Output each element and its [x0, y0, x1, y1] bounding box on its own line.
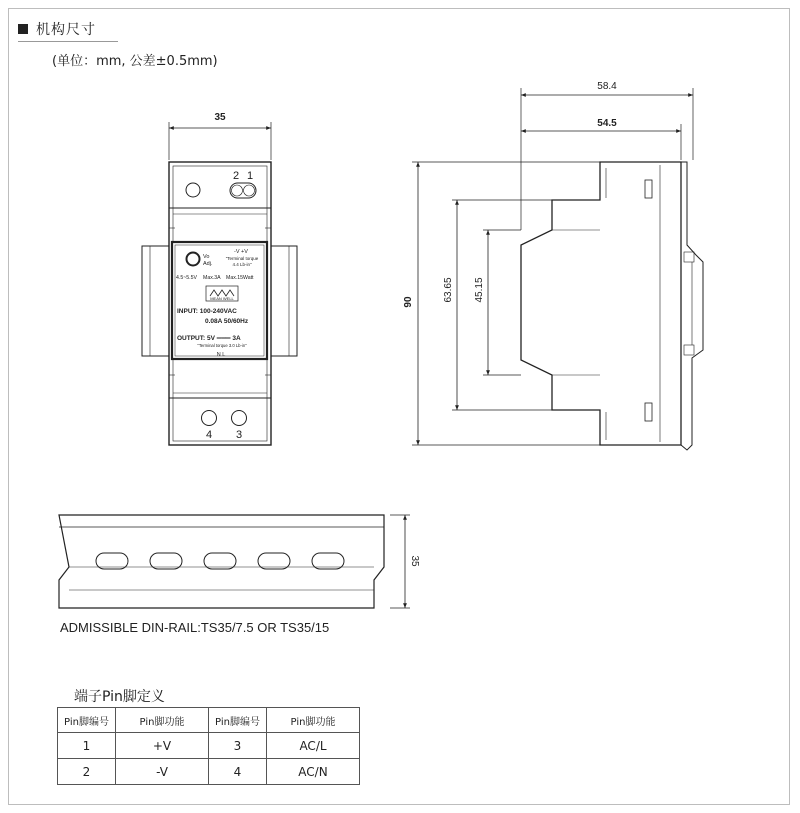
- rail-height-dimension: 35: [409, 555, 420, 567]
- front-width-dimension: 35: [214, 112, 226, 123]
- input-torque-line: "Terminal torque 3.0 Lb-in": [197, 343, 247, 348]
- pin-table-title: 端子Pin脚定义: [74, 689, 165, 705]
- terminal-label-4: 4: [205, 429, 213, 441]
- input-terminal-label: N L: [216, 352, 226, 358]
- input-rating-line: INPUT: 100-240VAC: [177, 308, 237, 315]
- header-pin-number: Pin脚编号: [58, 708, 116, 733]
- max-power: Max.15Watt: [226, 275, 254, 281]
- side-view: [412, 88, 703, 450]
- brand-logo: MEAN WELL: [210, 296, 234, 301]
- front-view: [142, 122, 297, 445]
- output-torque-line1: "Terminal torque: [225, 256, 259, 261]
- terminal-label-1: 1: [246, 170, 254, 182]
- vo-range: 4.5~5.5V: [176, 275, 197, 281]
- inner-height-dimension: 45.15: [474, 277, 485, 303]
- vo-adj-label-line1: Vo: [203, 254, 210, 260]
- output-terminal-label: -V +V: [234, 249, 248, 255]
- pin-number-cell: 4: [209, 759, 267, 785]
- pin-function-cell: +V: [116, 733, 209, 759]
- header-pin-function: Pin脚功能: [267, 708, 360, 733]
- vo-adj-label-line2: Adj.: [203, 261, 213, 267]
- section-title: 机构尺寸: [36, 22, 96, 38]
- pin-table: [57, 707, 360, 785]
- pin-function-cell: AC/L: [267, 733, 360, 759]
- units-note: (单位：mm, 公差±0.5mm): [52, 54, 218, 69]
- max-current: Max.3A: [203, 275, 221, 281]
- terminal-label-2: 2: [232, 170, 240, 182]
- pin-number-cell: 2: [58, 759, 116, 785]
- pin-number-cell: 1: [58, 733, 116, 759]
- header-pin-number: Pin脚编号: [209, 708, 267, 733]
- pin-table-header-row: [58, 708, 360, 733]
- header-pin-function: Pin脚功能: [116, 708, 209, 733]
- body-depth-dimension: 54.5: [597, 118, 617, 129]
- pin-function-cell: AC/N: [267, 759, 360, 785]
- overall-depth-dimension: 58.4: [597, 81, 617, 92]
- input-current-line: 0.08A 50/60Hz: [205, 318, 249, 325]
- output-rating-line: OUTPUT: 5V ═══ 3A: [177, 335, 241, 342]
- din-rail-drawing: [59, 515, 410, 608]
- output-torque-line2: 4.4 Lb-in": [232, 262, 252, 267]
- terminal-label-3: 3: [235, 429, 243, 441]
- pin-function-cell: -V: [116, 759, 209, 785]
- table-row: [58, 759, 360, 785]
- pin-number-cell: 3: [209, 733, 267, 759]
- step-height-dimension: 63.65: [443, 277, 454, 303]
- din-rail-caption: ADMISSIBLE DIN-RAIL:TS35/7.5 OR TS35/15: [60, 620, 330, 635]
- height-dimension: 90: [403, 296, 414, 308]
- table-row: [58, 733, 360, 759]
